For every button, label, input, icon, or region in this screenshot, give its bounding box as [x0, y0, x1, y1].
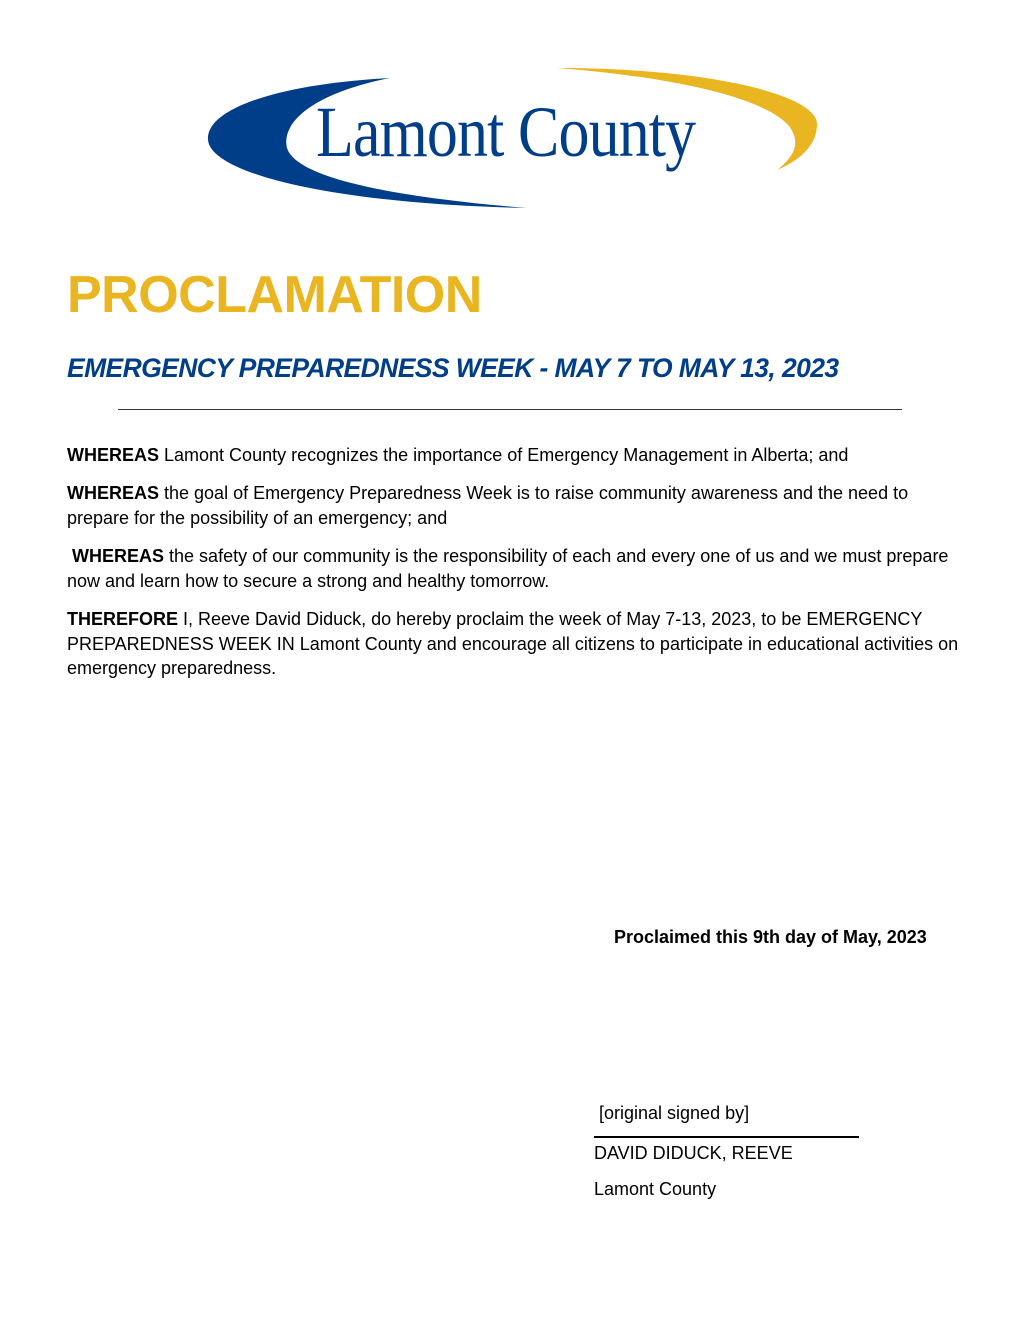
signer-name: DAVID DIDUCK, REEVE: [594, 1143, 793, 1163]
page-title: PROCLAMATION: [67, 266, 482, 324]
page-subtitle: EMERGENCY PREPAREDNESS WEEK - MAY 7 TO MAY 13, 2023: [67, 353, 839, 383]
signature-line: [594, 1136, 859, 1138]
paragraph-lead: THEREFORE: [67, 609, 179, 629]
whereas-paragraph-1: [67, 443, 962, 468]
paragraph-lead: WHEREAS: [67, 445, 160, 465]
paragraph-text: the goal of Emergency Preparedness Week is to raise community awareness and the need to prepare for the possibility of an emergency; and: [67, 483, 909, 528]
paragraph-text: I, Reeve David Diduck, do hereby proclaim the week of May 7-13, 2023, to be EMERGENCY PREPAREDNESS WEEK IN Lamont County and encourage all citizens to participate in educational activities on emergency preparedness.: [67, 609, 959, 678]
whereas-paragraph-3: [67, 544, 962, 593]
title-divider: [118, 409, 902, 410]
logo-wordmark: Lamont County: [316, 92, 696, 172]
whereas-paragraph-2: [67, 481, 962, 530]
therefore-paragraph: [67, 607, 962, 681]
paragraph-text: the safety of our community is the responsibility of each and every one of us and we must prepare now and learn how to secure a strong and healthy tomorrow.: [67, 546, 949, 591]
paragraph-text: Lamont County recognizes the importance of Emergency Management in Alberta; and: [159, 445, 849, 465]
signer-organization: Lamont County: [594, 1179, 717, 1199]
paragraph-lead: WHEREAS: [72, 546, 165, 566]
signature-note: [original signed by]: [599, 1103, 750, 1123]
paragraph-lead: WHEREAS: [67, 483, 160, 503]
proclaimed-date: Proclaimed this 9th day of May, 2023: [614, 927, 927, 947]
